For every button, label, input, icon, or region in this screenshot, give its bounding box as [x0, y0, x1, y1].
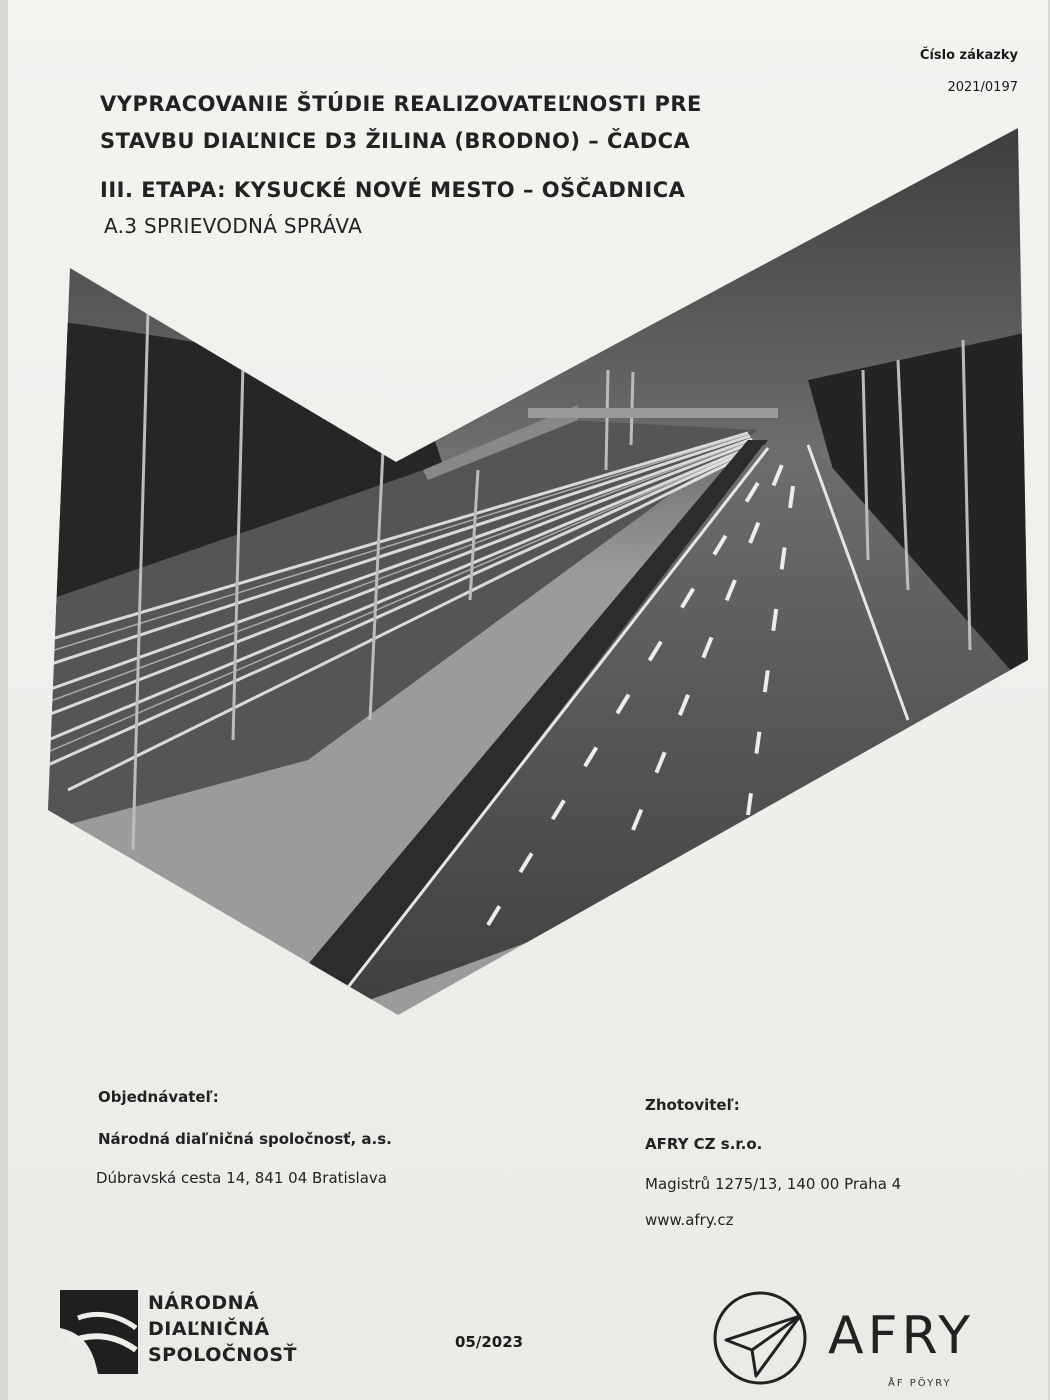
contractor-web: www.afry.cz — [645, 1211, 734, 1229]
nds-logo-text — [148, 1290, 297, 1368]
document-date: 05/2023 — [455, 1333, 524, 1351]
document-subtitle: A.3 SPRIEVODNÁ SPRÁVA — [104, 214, 363, 238]
nds-logo-line-3: SPOLOČNOSŤ — [148, 1344, 297, 1366]
order-number-label: Číslo zákazky — [919, 48, 1018, 63]
contractor-address: Magistrů 1275/13, 140 00 Praha 4 — [645, 1175, 902, 1193]
order-number: 2021/0197 — [947, 80, 1018, 95]
client-name: Národná diaľničná spoločnosť, a.s. — [98, 1130, 392, 1148]
nds-logo-line-1: NÁRODNÁ — [148, 1292, 260, 1314]
contractor-label: Zhotoviteľ: — [645, 1096, 740, 1114]
contractor-name: AFRY CZ s.r.o. — [645, 1135, 763, 1153]
client-address: Dúbravská cesta 14, 841 04 Bratislava — [96, 1169, 387, 1187]
title-line-2: STAVBU DIAĽNICE D3 ŽILINA (BRODNO) – ČADCA — [100, 129, 691, 153]
cover-page — [8, 0, 1048, 1400]
afry-logo-text: AFRY — [828, 1306, 975, 1366]
title-line-3: III. ETAPA: KYSUCKÉ NOVÉ MESTO – OŠČADNICA — [100, 178, 686, 202]
afry-logo-subtitle: ÅF PÖYRY — [888, 1378, 952, 1389]
client-label: Objednávateľ: — [98, 1088, 219, 1106]
nds-logo-line-2: DIAĽNIČNÁ — [148, 1318, 270, 1340]
title-line-1: VYPRACOVANIE ŠTÚDIE REALIZOVATEĽNOSTI PRE — [100, 92, 702, 116]
